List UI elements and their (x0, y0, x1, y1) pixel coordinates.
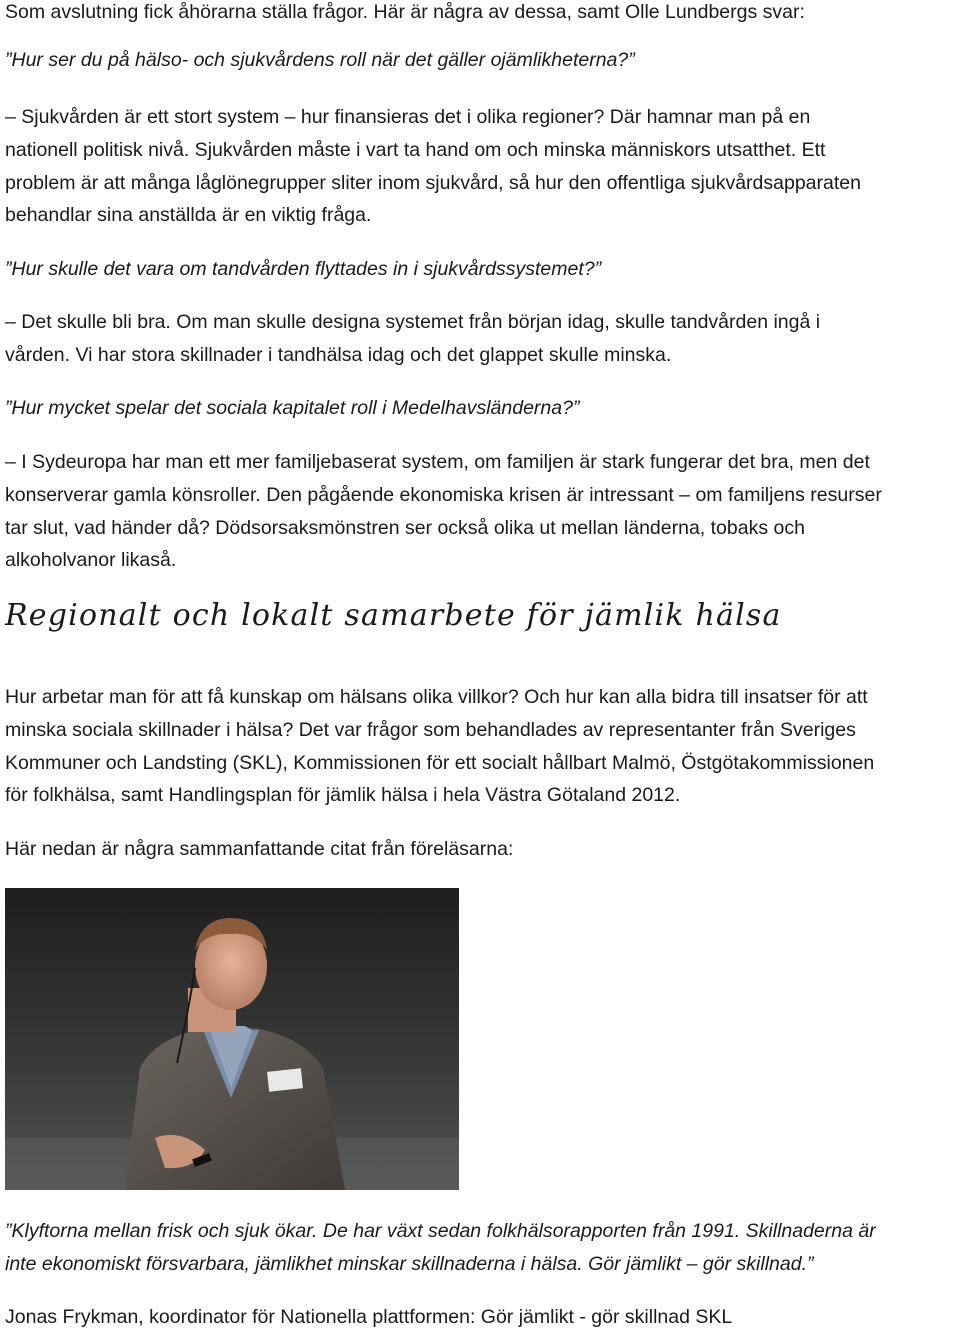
answer-3-line: alkoholvanor likaså. (5, 549, 177, 572)
question-3: ”Hur mycket spelar det sociala kapitalet roll i Medelhavsländerna?” (5, 397, 580, 419)
answer-1-line: nationell politisk nivå. Sjukvården måste i vart ta hand om och minska människors utsatthet. Ett (5, 138, 826, 161)
question-2: ”Hur skulle det vara om tandvården flyttades in i sjukvårdssystemet?” (5, 258, 602, 280)
section-line: för folkhälsa, samt Handlingsplan för jämlik hälsa i hela Västra Götaland 2012. (5, 784, 681, 807)
quotes-intro: Här nedan är några sammanfattande citat från föreläsarna: (5, 838, 514, 860)
answer-3-line: – I Sydeuropa har man ett mer familjebaserat system, om familjen är stark fungerar det bra, men det (5, 451, 870, 473)
intro-text: Som avslutning fick åhörarna ställa frågor. Här är några av dessa, samt Olle Lundbergs svar: (5, 1, 805, 23)
speaker-photo (5, 888, 459, 1190)
speaker-attribution: Jonas Frykman, koordinator för Nationella plattformen: Gör jämlikt - gör skillnad SKL (5, 1306, 733, 1328)
section-line: Kommuner och Landsting (SKL), Kommissionen för ett socialt hållbart Malmö, Östgötakommissionen (5, 751, 875, 774)
section-text (5, 681, 874, 812)
section-line: minska sociala skillnader i hälsa? Det var frågor som behandlades av representanter från Sveriges (5, 718, 856, 741)
answer-1-line: – Sjukvården är ett stort system – hur finansieras det i olika regioner? Där hamnar man på en (5, 106, 811, 128)
answer-1-line: problem är att många låglönegrupper sliter inom sjukvård, så hur den offentliga sjukvårdsapparaten (5, 171, 861, 194)
answer-2-line: – Det skulle bli bra. Om man skulle designa systemet från början idag, skulle tandvården ingå i (5, 311, 821, 333)
quote-line: ”Klyftorna mellan frisk och sjuk ökar. De har växt sedan folkhälsorapporten från 1991. Skillnaderna är (5, 1220, 876, 1242)
speaker-quote (5, 1215, 876, 1281)
quote-line: inte ekonomiskt försvarbara, jämlikhet minskar skillnaderna i hälsa. Gör jämlikt – gör skillnad.” (5, 1252, 814, 1275)
answer-3 (5, 446, 882, 577)
question-1: ”Hur ser du på hälso- och sjukvårdens roll när det gäller ojämlikheterna?” (5, 49, 635, 71)
answer-2 (5, 306, 820, 372)
answer-3-line: tar slut, vad händer då? Dödsorsaksmönstren ser också olika ut mellan länderna, tobaks och (5, 516, 805, 539)
answer-2-line: vården. Vi har stora skillnader i tandhälsa idag och det glappet skulle minska. (5, 343, 672, 366)
section-heading: Regionalt och lokalt samarbete för jämlik hälsa (5, 598, 782, 633)
answer-1-line: behandlar sina anställda är en viktig fråga. (5, 204, 372, 227)
answer-3-line: konserverar gamla könsroller. Den pågående ekonomiska krisen är intressant – om familjens resurser (5, 483, 882, 506)
section-line: Hur arbetar man för att få kunskap om hälsans olika villkor? Och hur kan alla bidra till insatser för att (5, 686, 868, 708)
answer-1 (5, 101, 861, 232)
